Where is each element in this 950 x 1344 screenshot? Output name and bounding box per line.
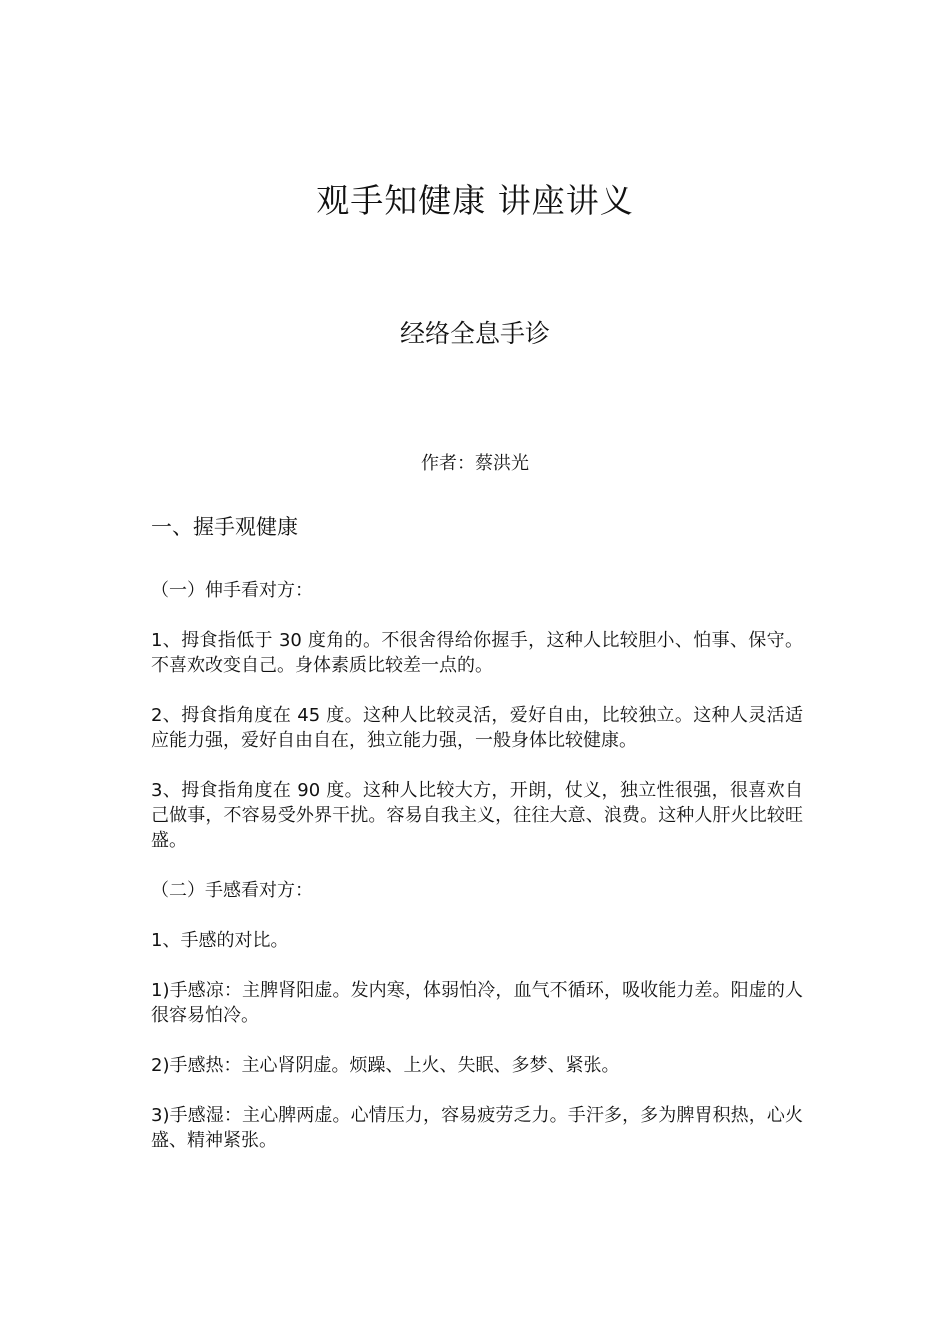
paragraph: 2)手感热：主心肾阴虚。烦躁、上火、失眠、多梦、紧张。 [151, 1055, 620, 1076]
author-line: 作者：蔡洪光 [421, 453, 529, 474]
section-heading: 一、握手观健康 [151, 515, 298, 539]
document-body [151, 512, 803, 1178]
subsection-heading: （一）伸手看对方： [151, 580, 313, 601]
subsection-heading: （二）手感看对方： [151, 880, 313, 901]
paragraph: 1)手感凉：主脾肾阳虚。发内寒，体弱怕冷，血气不循环，吸收能力差。阳虚的人很容易怕冷。 [151, 980, 803, 1026]
paragraph: 3)手感湿：主心脾两虚。心情压力，容易疲劳乏力。手汗多，多为脾胃积热，心火盛、精神紧张。 [151, 1105, 803, 1151]
document-subtitle: 经络全息手诊 [399, 319, 550, 348]
paragraph: 3、拇食指角度在 90 度。这种人比较大方，开朗，仗义，独立性很强，很喜欢自己做事，不容易受外界干扰。容易自我主义，往往大意、浪费。这种人肝火比较旺盛。 [151, 780, 803, 851]
paragraph: 1、拇食指低于 30 度角的。不很舍得给你握手，这种人比较胆小、怕事、保守。不喜欢改变自己。身体素质比较差一点的。 [151, 630, 803, 676]
paragraph: 2、拇食指角度在 45 度。这种人比较灵活，爱好自由，比较独立。这种人灵活适应能力强，爱好自由自在，独立能力强，一般身体比较健康。 [151, 705, 803, 751]
document-title: 观手知健康 讲座讲义 [316, 181, 634, 220]
paragraph: 1、手感的对比。 [151, 930, 289, 951]
